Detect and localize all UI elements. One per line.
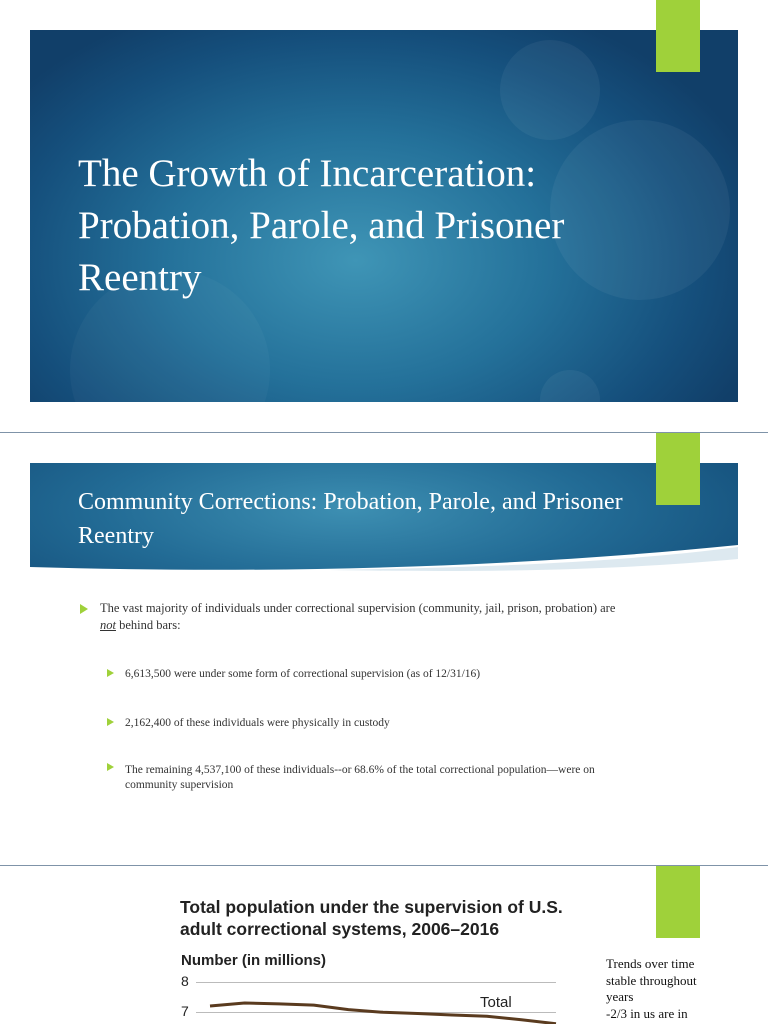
sub-bullet-3: The remaining 4,537,100 of these individuals--or 68.6% of the total correctional population—were on community supervision xyxy=(125,764,595,791)
sub-bullet-2: 2,162,400 of these individuals were physically in custody xyxy=(125,717,390,729)
accent-tab xyxy=(656,433,700,505)
sub-bullet-arrow-icon xyxy=(107,669,114,677)
chart-ylabel: Number (in millions) xyxy=(181,952,327,969)
side-note-line: -2/3 in us are in xyxy=(606,1005,688,1021)
slide1-title: The Growth of Incarceration: Probation, Parole, and Prisoner Reentry xyxy=(78,152,565,299)
series-label-total: Total xyxy=(480,994,512,1011)
side-note-line: years xyxy=(606,989,634,1004)
slide-community-corrections xyxy=(0,433,768,865)
side-note-line: stable throughout xyxy=(606,972,697,988)
slide2-title: Community Corrections: Probation, Parole, and Prisoner Reentry xyxy=(78,489,623,549)
y-tick-label: 7 xyxy=(181,1003,189,1019)
slide-title xyxy=(0,0,768,432)
slide-chart xyxy=(0,866,768,1024)
sub-bullet-arrow-icon xyxy=(107,763,114,771)
bullet-arrow-icon xyxy=(80,604,88,614)
side-note-line: Trends over time xyxy=(606,956,695,971)
sub-bullet-arrow-icon xyxy=(107,718,114,726)
chart-title: Total population under the supervision of U.S. adult correctional systems, 2006–2016 xyxy=(180,897,563,939)
main-bullet: The vast majority of individuals under correctional supervision (community, jail, prison, probation) are not behind bars: xyxy=(100,601,616,632)
sub-bullet-1: 6,613,500 were under some form of correctional supervision (as of 12/31/16) xyxy=(125,668,481,680)
side-note xyxy=(606,956,736,1022)
y-tick-label: 8 xyxy=(181,973,189,989)
accent-tab xyxy=(656,0,700,72)
